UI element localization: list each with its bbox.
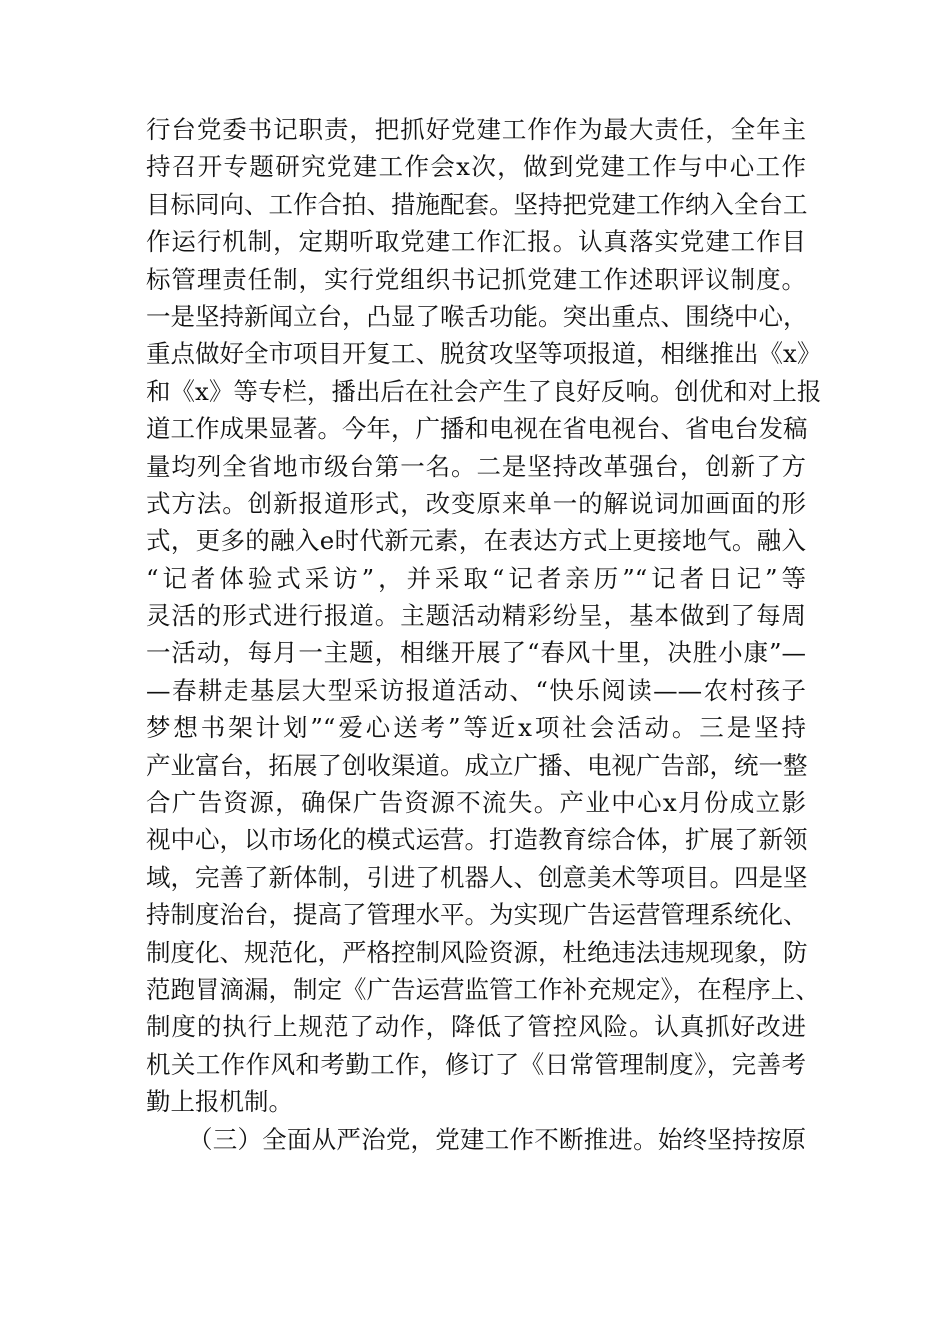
text-line: 制度的执行上规范了动作，降低了管控风险。认真抓好改进 (146, 1012, 806, 1042)
text-line: 域，完善了新体制，引进了机器人、创意美术等项目。四是坚 (146, 862, 808, 892)
text-line: 持召开专题研究党建工作会x次，做到党建工作与中心工作 (146, 152, 806, 182)
text-line: 梦想书架计划”“爱心送考”等近x项社会活动。三是坚持 (146, 713, 806, 743)
text-line: 合广告资源，确保广告资源不流失。产业中心x月份成立影 (146, 788, 806, 818)
text-line: 和《x》等专栏，播出后在社会产生了良好反响。创优和对上报 (146, 376, 822, 406)
text-line: 机关工作作风和考勤工作，修订了《日常管理制度》，完善考 (146, 1049, 806, 1079)
text-line: 道工作成果显著。今年，广播和电视在省电视台、省电台发稿 (146, 414, 808, 444)
text-line: 范跑冒滴漏，制定《广告运营监管工作补充规定》，在程序上、 (146, 974, 820, 1004)
body-text (146, 111, 822, 1158)
text-line: 式，更多的融入e时代新元素，在表达方式上更接地气。融入 (146, 526, 806, 556)
text-line: 灵活的形式进行报道。主题活动精彩纷呈，基本做到了每周 (146, 601, 806, 631)
paragraph-end-line: 勤上报机制。 (146, 1087, 293, 1117)
text-line: 重点做好全市项目开复工、脱贫攻坚等项报道，相继推出《x》 (146, 339, 822, 369)
text-line: 产业富台，拓展了创收渠道。成立广播、电视广告部，统一整 (146, 750, 808, 780)
text-line: 制度化、规范化，严格控制风险资源，杜绝违法违规现象，防 (146, 937, 808, 967)
text-line: 标管理责任制，实行党组织书记抓党建工作述职评议制度。 (146, 264, 806, 294)
text-line: “记者体验式采访”，并采取“记者亲历”“记者日记”等 (146, 563, 806, 593)
text-line: 式方法。创新报道形式，改变原来单一的解说词加画面的形 (146, 488, 806, 518)
text-line: 目标同向、工作合拍、措施配套。坚持把党建工作纳入全台工 (146, 189, 808, 219)
text-line: —春耕走基层大型采访报道活动、“快乐阅读——农村孩子 (146, 675, 806, 705)
text-line: 持制度治台，提高了管理水平。为实现广告运营管理系统化、 (146, 900, 808, 930)
text-line: 一是坚持新闻立台，凸显了喉舌功能。突出重点、围绕中心， (146, 301, 808, 331)
text-line: 视中心，以市场化的模式运营。打造教育综合体，扩展了新领 (146, 825, 808, 855)
text-line: 量均列全省地市级台第一名。二是坚持改革强台，创新了方 (146, 451, 806, 481)
text-line: 一活动，每月一主题，相继开展了“春风十里，决胜小康”— (146, 638, 806, 668)
text-line: 行台党委书记职责，把抓好党建工作作为最大责任，全年主 (146, 115, 806, 144)
text-line: 作运行机制，定期听取党建工作汇报。认真落实党建工作目 (146, 227, 806, 257)
section-heading-line: （三）全面从严治党，党建工作不断推进。始终坚持按原 (188, 1124, 806, 1154)
